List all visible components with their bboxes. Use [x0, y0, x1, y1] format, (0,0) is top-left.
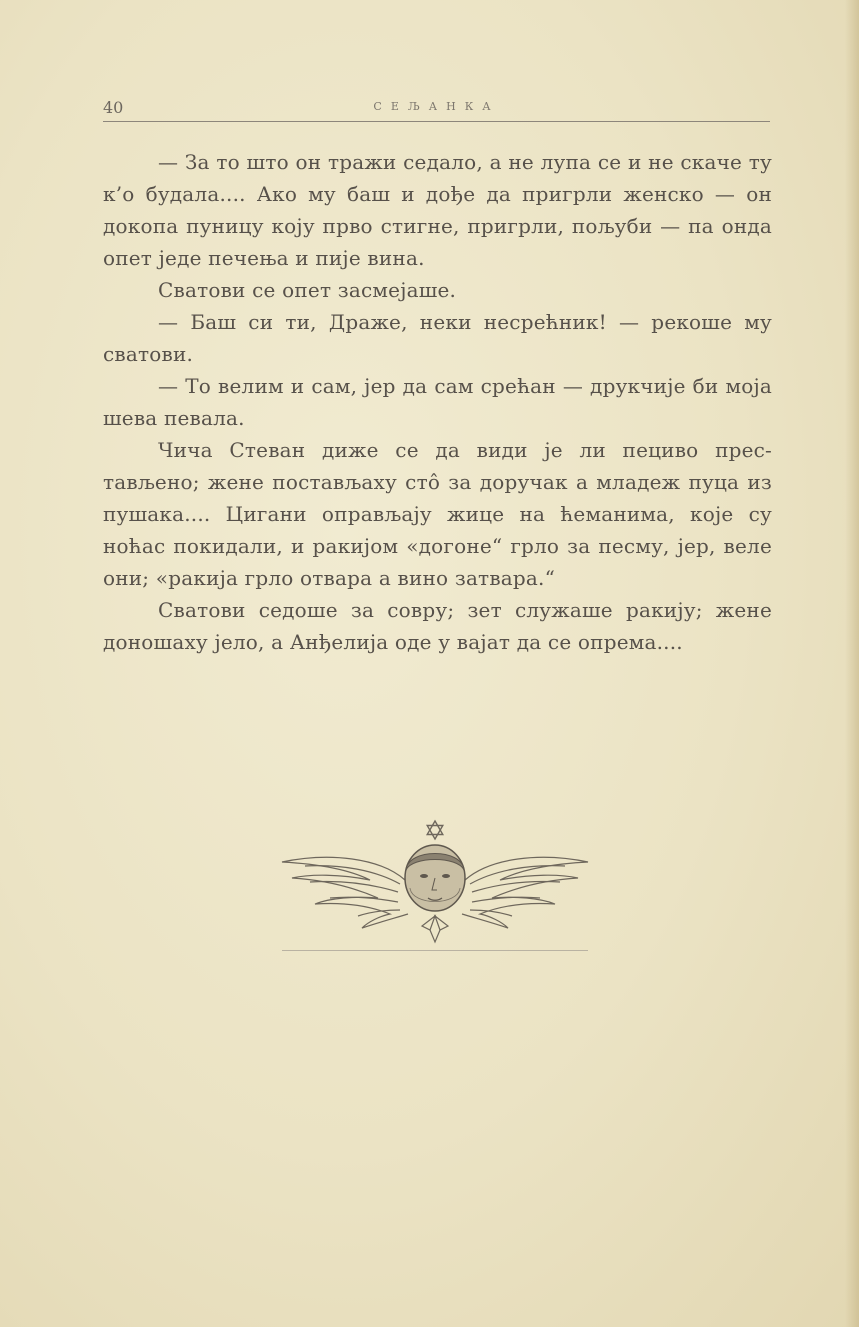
- body-text: [103, 146, 772, 658]
- paragraph-3: — Баш си ти, Драже, неки несрећник! — рекоше му сватови.: [103, 310, 772, 366]
- page-edge-shadow: [845, 0, 859, 1327]
- paragraph-5: Чича Стеван диже се да види је ли пециво прес-тављено; жене постављаху стô за доручак а младеж пуца из пушака.... Цигани оправљају жице на ћеманима, које су ноћас покидали, и ракијом «догоне“ грло за песму, јер, веле они; «ракија грло отвара а вино затвара.“: [103, 438, 772, 590]
- running-title: СЕЉАНКА: [373, 100, 500, 113]
- paragraph-4: — То велим и сам, јер да сам срећан — друкчије би моја шева певала.: [103, 374, 772, 430]
- page-number: 40: [103, 98, 124, 117]
- paragraph-1: — За то што он тражи седало, а не лупа се и не скаче ту к’о будала.... Ако му баш и дође да пригрли женско — он докопа пуницу коју прво стигне, пригрли, пољуби — па онда опет једе печења и пије вина.: [103, 150, 772, 270]
- paragraph-2: Сватови се опет засмејаше.: [158, 278, 457, 302]
- header-rule: [103, 121, 770, 122]
- paragraph-6: Сватови седоше за совру; зет служаше ракију; жене доношаху јело, а Анђелија оде у вајат да се опрема....: [103, 598, 772, 654]
- star-of-david-icon: [427, 821, 443, 839]
- vignette-rule: [282, 950, 588, 951]
- winged-cherub-vignette-icon: [280, 818, 590, 954]
- page-header: [103, 94, 770, 122]
